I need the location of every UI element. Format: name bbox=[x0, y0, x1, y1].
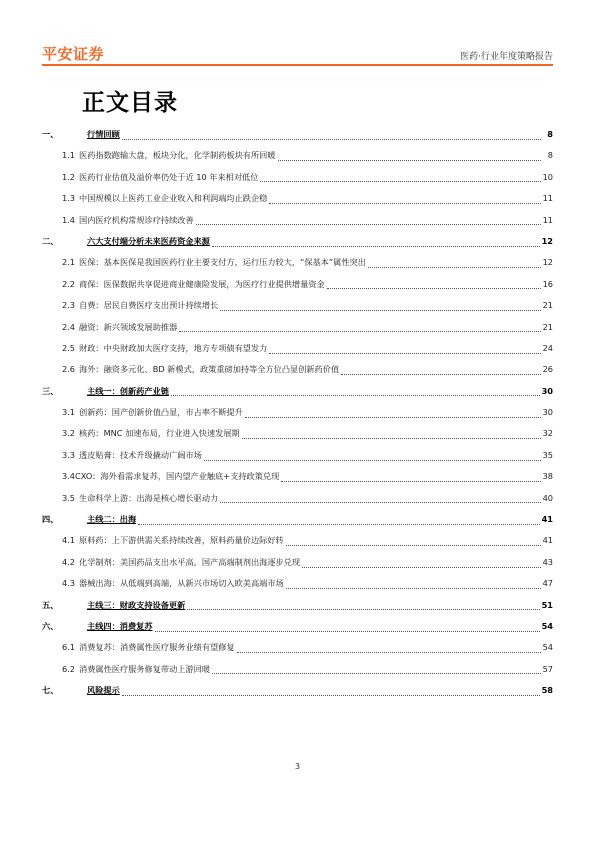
toc-dot-leader bbox=[278, 159, 541, 161]
toc-entry-page: 40 bbox=[542, 492, 553, 503]
toc-entry-number: 3.2 bbox=[62, 428, 76, 439]
toc-entry-title: 六大支付端分析未来医药资金来源 bbox=[87, 235, 210, 246]
toc-entry-page: 35 bbox=[542, 449, 553, 460]
toc-entry-page: 30 bbox=[542, 407, 553, 418]
toc-entry-number: 3.1 bbox=[62, 407, 76, 418]
toc-section-entry[interactable] bbox=[42, 231, 553, 252]
toc-dot-leader bbox=[269, 202, 540, 204]
toc-subsection-entry[interactable] bbox=[42, 466, 553, 487]
toc-entry-number: 1.3 bbox=[62, 193, 76, 204]
toc-entry-title: 主线三：财政支持设备更新 bbox=[87, 599, 186, 610]
toc-entry-title: 医保：基本医保是我国医药行业主要支付方，运行压力较大，“保基本”属性突出 bbox=[79, 257, 366, 268]
toc-entry-number: 2.6 bbox=[62, 364, 76, 375]
toc-entry-page: 30 bbox=[541, 385, 553, 396]
toc-entry-title: CXO：海外看需求复苏，国内望产业触底+支持政策兑现 bbox=[75, 471, 280, 482]
toc-entry-title: 自费：居民自费医疗支出预计持续增长 bbox=[79, 300, 219, 311]
toc-dot-leader bbox=[302, 566, 540, 568]
toc-entry-page: 47 bbox=[542, 578, 553, 589]
toc-entry-title: 中国规模以上医药工业企业收入和利润端均止跌企稳 bbox=[79, 193, 268, 204]
header-divider bbox=[42, 64, 553, 66]
toc-section-entry[interactable] bbox=[42, 381, 553, 402]
toc-dot-leader bbox=[179, 330, 540, 332]
toc-subsection-entry[interactable] bbox=[42, 167, 553, 188]
toc-subsection-entry[interactable] bbox=[42, 573, 553, 594]
toc-entry-page: 32 bbox=[542, 428, 553, 439]
toc-subsection-entry[interactable] bbox=[42, 552, 553, 573]
toc-entry-page: 51 bbox=[541, 599, 553, 610]
toc-entry-title: 主线四：消费复苏 bbox=[87, 620, 153, 631]
toc-entry-page: 10 bbox=[542, 171, 553, 182]
toc-dot-leader bbox=[368, 266, 541, 268]
toc-entry-title: 财政：中央财政加大医疗支持，地方专项债有望发力 bbox=[79, 342, 268, 353]
toc-dot-leader bbox=[138, 523, 539, 525]
table-of-contents bbox=[42, 124, 553, 702]
toc-entry-number: 2.3 bbox=[62, 300, 76, 311]
toc-entry-page: 54 bbox=[542, 642, 553, 653]
toc-entry-number: 1.4 bbox=[62, 214, 76, 225]
toc-section-entry[interactable] bbox=[42, 124, 553, 145]
toc-subsection-entry[interactable] bbox=[42, 530, 553, 551]
toc-entry-number: 6.2 bbox=[62, 663, 76, 674]
toc-entry-number: 2.1 bbox=[62, 257, 76, 268]
toc-dot-leader bbox=[220, 309, 540, 311]
toc-entry-title: 风险提示 bbox=[87, 685, 120, 696]
toc-dot-leader bbox=[220, 501, 540, 503]
toc-section-entry[interactable] bbox=[42, 680, 553, 701]
toc-entry-page: 26 bbox=[542, 364, 553, 375]
toc-entry-title: 主线一：创新药产业链 bbox=[87, 385, 169, 396]
toc-entry-number: 一、 bbox=[42, 129, 59, 139]
toc-entry-number: 七、 bbox=[42, 685, 59, 696]
toc-entry-number: 三、 bbox=[42, 385, 59, 396]
toc-entry-page: 21 bbox=[542, 300, 553, 311]
toc-subsection-entry[interactable] bbox=[42, 423, 553, 444]
toc-entry-title: 核药：MNC 加速布局，行业进入快速发展期 bbox=[79, 428, 240, 439]
toc-entry-number: 3.4 bbox=[62, 471, 76, 482]
toc-dot-leader bbox=[260, 180, 540, 182]
toc-subsection-entry[interactable] bbox=[42, 252, 553, 273]
toc-dot-leader bbox=[196, 223, 541, 225]
toc-entry-number: 3.3 bbox=[62, 449, 76, 460]
toc-entry-title: 医药行业估值及溢价率仍处于近 10 年来相对低位 bbox=[79, 171, 259, 182]
toc-entry-title: 国内医疗机构常规诊疗持续改善 bbox=[79, 214, 194, 225]
toc-dot-leader bbox=[212, 245, 540, 247]
toc-entry-number: 2.2 bbox=[62, 278, 76, 289]
toc-heading: 正文目录 bbox=[82, 90, 178, 116]
toc-subsection-entry[interactable] bbox=[42, 188, 553, 209]
report-title: 医药·行业年度策略报告 bbox=[460, 52, 553, 62]
toc-dot-leader bbox=[327, 287, 541, 289]
toc-entry-page: 54 bbox=[541, 620, 553, 631]
toc-entry-title: 透皮贴膏：技术升级撬动广阔市场 bbox=[79, 449, 202, 460]
toc-entry-page: 24 bbox=[542, 342, 553, 353]
toc-entry-number: 2.5 bbox=[62, 342, 76, 353]
toc-entry-number: 1.1 bbox=[62, 150, 76, 161]
toc-section-entry[interactable] bbox=[42, 595, 553, 616]
toc-dot-leader bbox=[269, 352, 540, 354]
toc-dot-leader bbox=[286, 544, 541, 546]
toc-dot-leader bbox=[286, 587, 541, 589]
toc-entry-number: 2.4 bbox=[62, 321, 76, 332]
toc-section-entry[interactable] bbox=[42, 616, 553, 637]
toc-dot-leader bbox=[204, 459, 541, 461]
toc-subsection-entry[interactable] bbox=[42, 274, 553, 295]
toc-entry-title: 器械出海：从低端到高端，从新兴市场切入欧美高端市场 bbox=[79, 578, 284, 589]
toc-entry-page: 12 bbox=[541, 235, 553, 246]
toc-entry-page: 12 bbox=[542, 257, 553, 268]
toc-entry-page: 41 bbox=[542, 535, 553, 546]
toc-dot-leader bbox=[212, 672, 541, 674]
toc-entry-page: 38 bbox=[542, 471, 553, 482]
toc-section-entry[interactable] bbox=[42, 509, 553, 530]
toc-subsection-entry[interactable] bbox=[42, 295, 553, 316]
page-number: 3 bbox=[294, 762, 301, 771]
toc-subsection-entry[interactable] bbox=[42, 338, 553, 359]
toc-entry-title: 行情回顾 bbox=[87, 129, 120, 139]
toc-subsection-entry[interactable] bbox=[42, 488, 553, 509]
toc-subsection-entry[interactable] bbox=[42, 145, 553, 166]
toc-entry-title: 生命科学上游：出海是核心增长驱动力 bbox=[79, 492, 219, 503]
toc-dot-leader bbox=[341, 373, 540, 375]
toc-entry-page: 57 bbox=[542, 663, 553, 674]
toc-subsection-entry[interactable] bbox=[42, 359, 553, 380]
toc-entry-page: 11 bbox=[542, 214, 553, 225]
toc-subsection-entry[interactable] bbox=[42, 659, 553, 680]
brand-logo: 平安证券 bbox=[42, 45, 105, 63]
toc-entry-number: 4.2 bbox=[62, 556, 76, 567]
toc-entry-title: 原料药：上下游供需关系持续改善，原料药量价边际好转 bbox=[79, 535, 284, 546]
toc-entry-number: 1.2 bbox=[62, 171, 76, 182]
toc-entry-title: 融资：新兴领域发展助推器 bbox=[79, 321, 178, 332]
toc-entry-page: 43 bbox=[542, 556, 553, 567]
toc-entry-number: 五、 bbox=[42, 599, 59, 610]
toc-subsection-entry[interactable] bbox=[42, 637, 553, 658]
toc-entry-page: 8 bbox=[547, 150, 553, 161]
toc-entry-title: 消费属性医疗服务修复带动上游回暖 bbox=[79, 663, 211, 674]
toc-subsection-entry[interactable] bbox=[42, 210, 553, 231]
toc-entry-title: 消费复苏：消费属性医疗服务业绩有望修复 bbox=[79, 642, 235, 653]
toc-dot-leader bbox=[237, 651, 541, 653]
toc-dot-leader bbox=[242, 437, 541, 439]
toc-subsection-entry[interactable] bbox=[42, 317, 553, 338]
toc-entry-title: 创新药：国产创新价值凸显，市占率不断提升 bbox=[79, 407, 243, 418]
toc-entry-number: 4.3 bbox=[62, 578, 76, 589]
toc-entry-page: 21 bbox=[542, 321, 553, 332]
toc-subsection-entry[interactable] bbox=[42, 445, 553, 466]
toc-entry-number: 6.1 bbox=[62, 642, 76, 653]
toc-entry-title: 主线二：出海 bbox=[87, 514, 137, 525]
toc-entry-title: 海外：融资多元化、BD 新模式，政策重磅加持等全方位凸显创新药价值 bbox=[79, 364, 340, 375]
toc-dot-leader bbox=[281, 480, 540, 482]
toc-entry-number: 四、 bbox=[42, 514, 59, 525]
toc-dot-leader bbox=[155, 630, 540, 632]
toc-subsection-entry[interactable] bbox=[42, 402, 553, 423]
toc-entry-page: 16 bbox=[542, 278, 553, 289]
toc-entry-number: 六、 bbox=[42, 620, 59, 631]
toc-entry-number: 4.1 bbox=[62, 535, 76, 546]
toc-dot-leader bbox=[187, 608, 539, 610]
toc-entry-title: 商保：医保数据共享促进商业健康险发展，为医疗行业提供增量资金 bbox=[79, 278, 325, 289]
toc-entry-page: 41 bbox=[541, 514, 553, 525]
toc-entry-number: 3.5 bbox=[62, 492, 76, 503]
toc-entry-page: 58 bbox=[541, 685, 553, 696]
toc-entry-number: 二、 bbox=[42, 235, 59, 246]
toc-entry-title: 医药指数跑输大盘，板块分化，化学制药板块有所回暖 bbox=[79, 150, 276, 161]
toc-dot-leader bbox=[171, 394, 540, 396]
toc-dot-leader bbox=[122, 138, 541, 140]
toc-entry-page: 11 bbox=[542, 193, 553, 204]
toc-entry-page: 8 bbox=[547, 129, 553, 139]
toc-dot-leader bbox=[122, 694, 540, 696]
toc-entry-title: 化学制剂：美国药品支出水平高，国产高端制剂出海逐步兑现 bbox=[79, 556, 301, 567]
toc-dot-leader bbox=[245, 416, 541, 418]
